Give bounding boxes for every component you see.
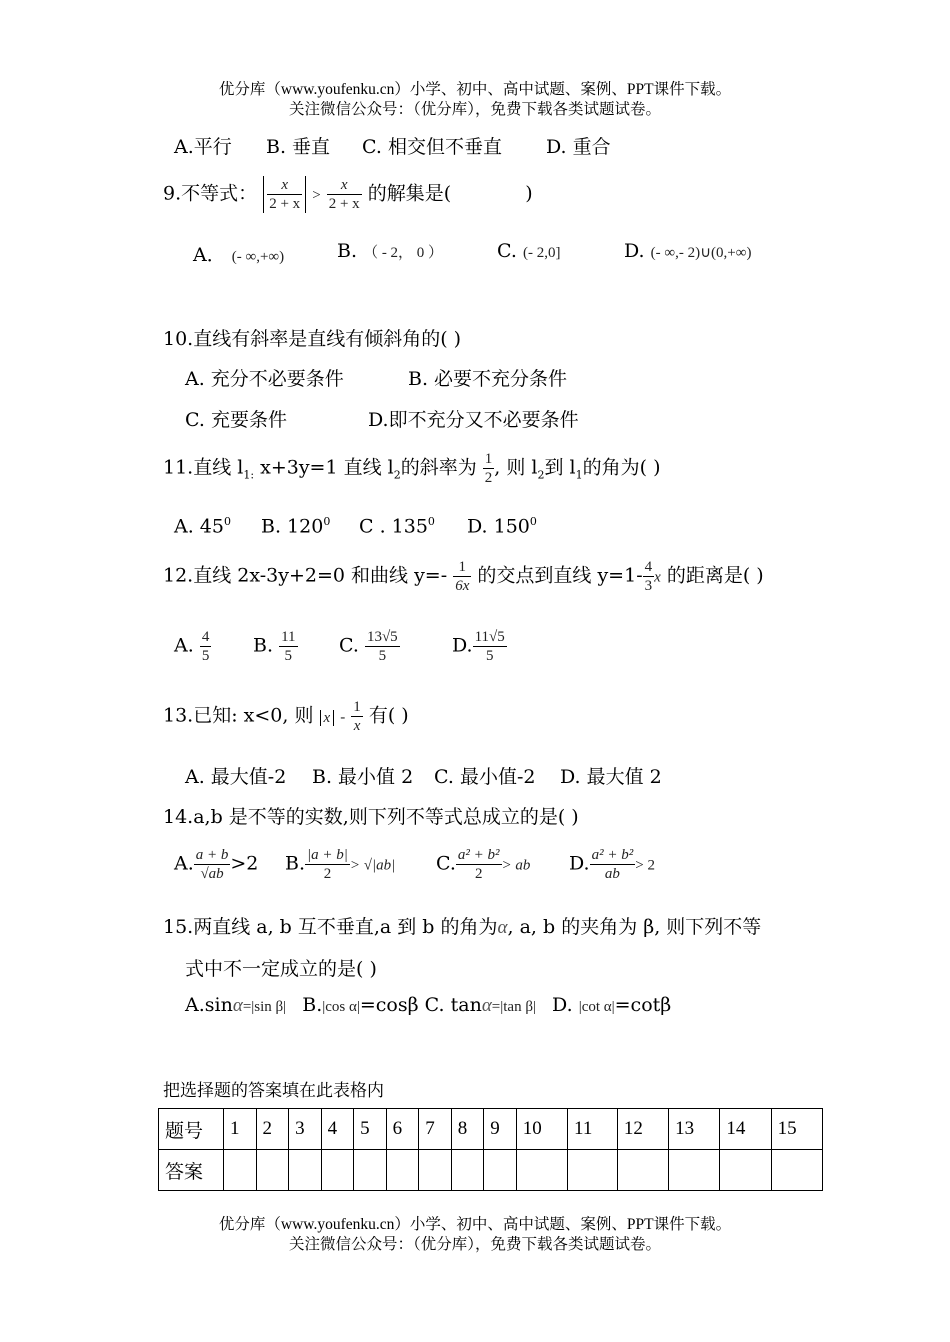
q9-gt: >	[312, 187, 321, 204]
q12-option-d: D. $\frac{11√5}{5}$	[452, 629, 505, 664]
q9-suffix: 的解集是(	[367, 182, 452, 205]
q9-stem	[163, 176, 533, 213]
q13-stem: 13.已知: x<0, 则 x - $\frac{1}{x}$ 有( )	[163, 699, 409, 734]
q9-option-a: A． (- ∞,+∞)	[193, 244, 285, 266]
q11-option-b: B. $120^0$	[261, 515, 331, 538]
question-number: 2	[256, 1109, 289, 1150]
q10-stem: 10.直线有斜率是直线有倾斜角的( )	[163, 328, 462, 350]
q15-option-c: C. tanα=|tan β|	[424, 994, 536, 1016]
q15-option-a: A.sinα=|sin β|	[185, 994, 287, 1016]
q14-option-a: A. $\frac{a + b}{√ab}$ >2	[174, 847, 259, 882]
q8-option-c: C. 相交但不垂直	[362, 136, 502, 158]
q13-option-a: A. 最大值-2	[185, 766, 287, 788]
q9-frac-den: 2 + x	[269, 196, 301, 212]
answer-cell[interactable]	[771, 1150, 822, 1191]
q12-option-b: B. $\frac{11}{5}$	[253, 629, 296, 664]
table-row-numbers	[159, 1109, 823, 1150]
q12-option-a: A. $\frac{4}{5}$	[174, 629, 210, 664]
q14-option-d: D. $\frac{\text{a² + b²}}{ab}$ > 2	[569, 847, 655, 882]
q13-option-b: B. 最小值 2	[312, 766, 414, 788]
q12-option-c: C. $\frac{13√5}{5}$	[339, 629, 398, 664]
answer-cell[interactable]	[484, 1150, 517, 1191]
q10-option-b: B. 必要不充分条件	[408, 368, 568, 390]
answer-cell[interactable]	[516, 1150, 567, 1191]
row-label-number: 题号	[159, 1109, 224, 1150]
answer-cell[interactable]	[419, 1150, 452, 1191]
answer-cell[interactable]	[354, 1150, 387, 1191]
q9-prefix: 9.不等式：	[163, 182, 258, 205]
q10-option-a: A. 充分不必要条件	[185, 368, 344, 390]
q14-option-b: B. $\frac{|a + b|}{2}$ > √|ab|	[285, 847, 396, 882]
question-number: 8	[451, 1109, 484, 1150]
q14-stem: 14.a,b 是不等的实数,则下列不等式总成立的是( )	[163, 806, 579, 828]
table-row-answers	[159, 1150, 823, 1191]
q9-frac2-num: x	[327, 176, 362, 195]
answer-cell[interactable]	[451, 1150, 484, 1191]
question-number: 6	[386, 1109, 419, 1150]
answer-cell[interactable]	[289, 1150, 322, 1191]
q9-option-c: C. (- 2,0]	[497, 240, 561, 262]
q14-option-c: C. $\frac{\text{a² + b²}}{2}$ > ab	[436, 847, 531, 882]
q13-option-c: C. 最小值-2	[434, 766, 536, 788]
q8-option-d: D. 重合	[546, 136, 611, 158]
table-caption: 把选择题的答案填在此表格内	[163, 1081, 384, 1101]
q12-stem: 12.直线 2x-3y+2=0 和曲线 y=- $\frac{1}{6x}$ 的交点到直线 y=1- $\frac{4}{3}$ x 的距离是( )	[163, 559, 764, 594]
answer-cell[interactable]	[321, 1150, 354, 1191]
q15-option-b: B.|cos α|=cosβ	[302, 994, 419, 1016]
answer-cell[interactable]	[224, 1150, 257, 1191]
answer-cell[interactable]	[617, 1150, 668, 1191]
answer-cell[interactable]	[256, 1150, 289, 1191]
q15-options	[185, 994, 671, 1017]
q11-option-c: C . $135^0$	[359, 515, 435, 538]
question-number: 3	[289, 1109, 322, 1150]
q11-option-a: A. $45^0$	[174, 515, 231, 538]
q9-frac2-den: 2 + x	[328, 196, 360, 212]
question-number: 11	[568, 1109, 618, 1150]
q8-option-b: B. 垂直	[266, 136, 331, 158]
answer-cell[interactable]	[568, 1150, 618, 1191]
question-number: 15	[771, 1109, 822, 1150]
q11-option-d: D. $150^0$	[467, 515, 537, 538]
footer-line-1: 优分库（www.youfenku.cn）小学、初中、高中试题、案例、PPT课件下载。	[218, 1216, 732, 1233]
question-number: 4	[321, 1109, 354, 1150]
question-number: 9	[484, 1109, 517, 1150]
answer-cell[interactable]	[720, 1150, 771, 1191]
question-number: 5	[354, 1109, 387, 1150]
footer-line-2: 关注微信公众号：（优分库），免费下载各类试题试卷。	[288, 1236, 661, 1253]
question-number: 7	[419, 1109, 452, 1150]
q9-option-b: B. （ - 2， 0 ）	[337, 240, 444, 262]
answer-cell[interactable]	[669, 1150, 720, 1191]
q15-line-2: 式中不一定成立的是( )	[185, 958, 377, 980]
header-line-2: 关注微信公众号：（优分库），免费下载各类试题试卷。	[288, 101, 661, 118]
question-number: 10	[516, 1109, 567, 1150]
row-label-answer: 答案	[159, 1150, 224, 1191]
q10-option-c: C. 充要条件	[185, 409, 287, 431]
question-number: 1	[224, 1109, 257, 1150]
q10-option-d: D.即不充分又不必要条件	[368, 409, 579, 431]
q13-option-d: D. 最大值 2	[560, 766, 662, 788]
q9-abs-fraction	[263, 176, 306, 213]
q11-stem: 11.直线 $l_{1:}$ x+3y=1 直线 $l_2$的斜率为 $\frac{1}{2}$ , 则 $l_2$到 $l_1$的角为( )	[163, 451, 661, 486]
q9-close: )	[525, 182, 533, 205]
answer-table	[158, 1108, 823, 1191]
q8-option-a: A.平行	[174, 136, 232, 158]
q15-option-d: D. |cot α|=cotβ	[552, 994, 672, 1016]
question-number: 14	[720, 1109, 771, 1150]
q9-option-d: D. (- ∞,- 2)∪(0,+∞)	[624, 240, 752, 262]
question-number: 12	[617, 1109, 668, 1150]
header-line-1: 优分库（www.youfenku.cn）小学、初中、高中试题、案例、PPT课件下载。	[218, 81, 732, 98]
q9-frac-num: x	[267, 176, 302, 195]
question-number: 13	[669, 1109, 720, 1150]
answer-cell[interactable]	[386, 1150, 419, 1191]
q15-line-1: 15.两直线 a, b 互不垂直,a 到 b 的角为α, a, b 的夹角为 β, 则下列不等	[163, 916, 762, 938]
